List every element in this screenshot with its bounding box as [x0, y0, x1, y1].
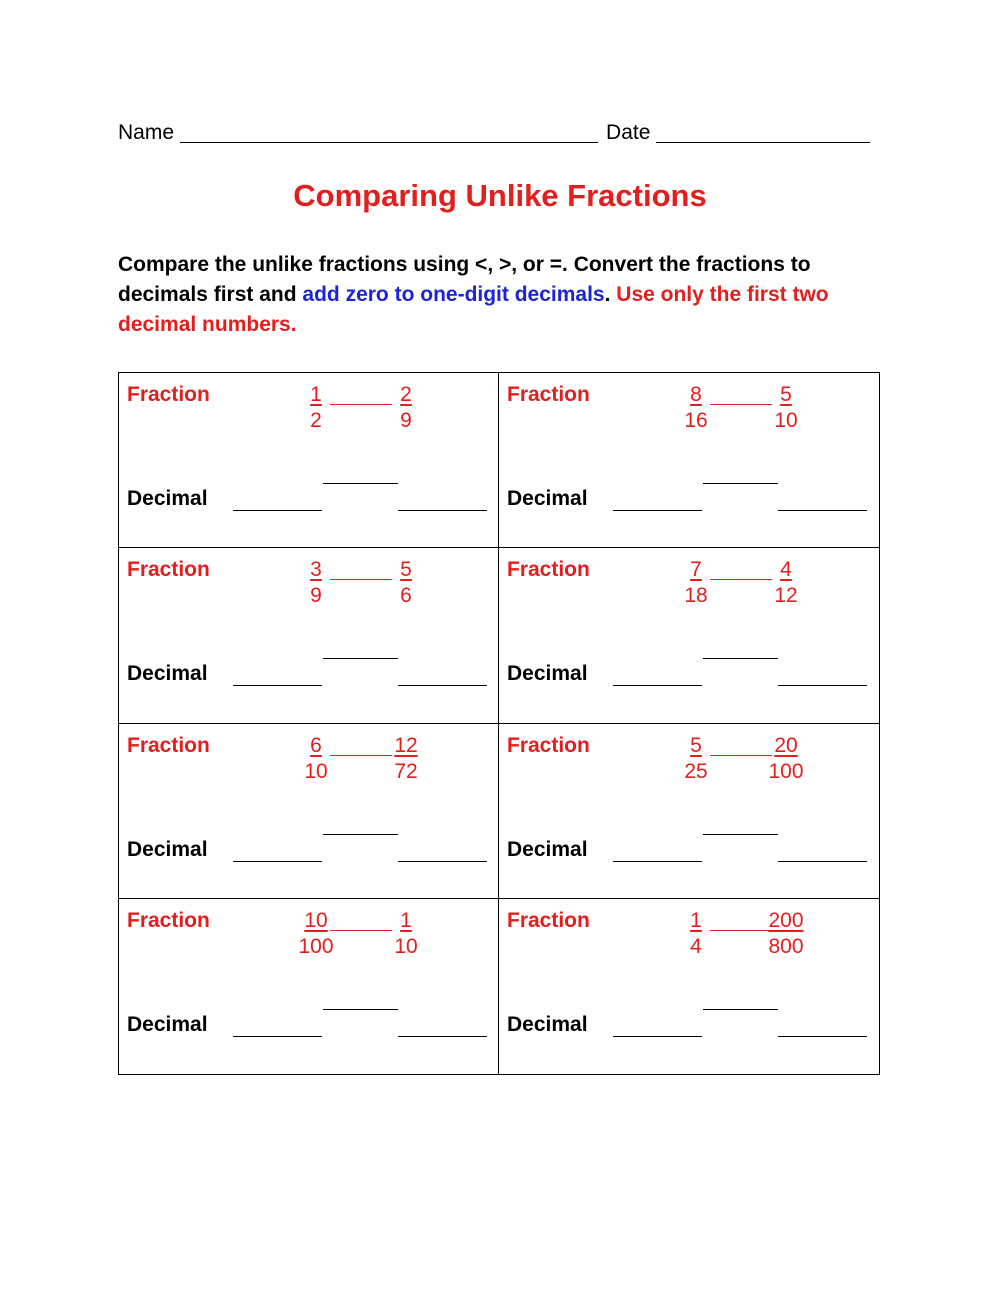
- decimal-label: Decimal: [127, 662, 208, 686]
- right-denominator: 800: [768, 934, 804, 958]
- right-numerator: 2: [400, 383, 412, 406]
- instructions: [118, 250, 888, 340]
- fraction-label: Fraction: [507, 383, 590, 406]
- right-decimal-blank[interactable]: [398, 510, 487, 511]
- left-denominator: 16: [684, 409, 708, 432]
- left-decimal-blank[interactable]: [613, 510, 702, 511]
- left-decimal-blank[interactable]: [613, 861, 702, 862]
- left-denominator: 25: [684, 759, 708, 783]
- right-denominator: 9: [400, 409, 412, 432]
- right-denominator: 100: [768, 759, 804, 783]
- decimal-compare-blank[interactable]: [703, 834, 778, 835]
- left-decimal-blank[interactable]: [233, 510, 322, 511]
- left-numerator: 1: [310, 383, 322, 406]
- problem-cell: [499, 899, 879, 1074]
- right-denominator: 10: [774, 409, 798, 432]
- decimal-label: Decimal: [507, 837, 588, 861]
- problem-cell: [119, 373, 499, 548]
- date-field[interactable]: [656, 122, 870, 143]
- problem-grid: [118, 372, 880, 1075]
- left-denominator: 4: [690, 934, 702, 958]
- decimal-label: Decimal: [127, 1012, 208, 1036]
- right-numerator: 1: [400, 908, 412, 932]
- page-title: Comparing Unlike Fractions: [293, 178, 707, 213]
- right-decimal-blank[interactable]: [398, 861, 487, 862]
- right-denominator: 10: [394, 934, 418, 958]
- decimal-label: Decimal: [507, 1012, 588, 1036]
- decimal-compare-blank[interactable]: [323, 1009, 398, 1010]
- right-numerator: 20: [774, 733, 798, 757]
- decimal-label: Decimal: [507, 487, 588, 510]
- instructions-text: Compare the unlike fractions using <, >, or =. Convert the fractions to decimals first and: [118, 253, 811, 306]
- left-decimal-blank[interactable]: [613, 1036, 702, 1037]
- left-denominator: 100: [298, 934, 334, 958]
- left-numerator: 6: [310, 733, 322, 757]
- fraction-label: Fraction: [507, 558, 590, 582]
- fraction-label: Fraction: [507, 733, 590, 757]
- decimal-label: Decimal: [127, 487, 208, 510]
- right-numerator: 4: [780, 558, 792, 582]
- decimal-compare-blank[interactable]: [703, 1009, 778, 1010]
- left-numerator: 8: [690, 383, 702, 406]
- left-denominator: 18: [684, 584, 708, 608]
- problem-cell: [119, 899, 499, 1074]
- fraction-label: Fraction: [127, 383, 210, 406]
- left-numerator: 10: [304, 908, 328, 932]
- left-denominator: 10: [304, 759, 328, 783]
- instructions-blue-text: add zero to one-digit decimals: [302, 283, 605, 306]
- left-denominator: 2: [310, 409, 322, 432]
- right-denominator: 6: [400, 584, 412, 608]
- name-field[interactable]: [180, 122, 598, 143]
- right-numerator: 5: [400, 558, 412, 582]
- decimal-compare-blank[interactable]: [703, 483, 778, 484]
- decimal-compare-blank[interactable]: [323, 834, 398, 835]
- decimal-compare-blank[interactable]: [703, 658, 778, 659]
- left-decimal-blank[interactable]: [233, 685, 322, 686]
- left-numerator: 5: [690, 733, 702, 757]
- problem-cell: [499, 548, 879, 723]
- left-decimal-blank[interactable]: [613, 685, 702, 686]
- left-numerator: 7: [690, 558, 702, 582]
- instructions-red-text: Use only the first two decimal numbers.: [118, 283, 829, 336]
- header-line: [118, 118, 888, 145]
- right-numerator: 200: [768, 908, 804, 932]
- decimal-label: Decimal: [127, 837, 208, 861]
- fraction-label: Fraction: [127, 908, 210, 932]
- right-decimal-blank[interactable]: [778, 1036, 867, 1037]
- right-decimal-blank[interactable]: [398, 1036, 487, 1037]
- problem-cell: [119, 724, 499, 899]
- fraction-label: Fraction: [127, 733, 210, 757]
- left-decimal-blank[interactable]: [233, 861, 322, 862]
- left-numerator: 1: [690, 908, 702, 932]
- decimal-label: Decimal: [507, 662, 588, 686]
- left-numerator: 3: [310, 558, 322, 582]
- right-decimal-blank[interactable]: [778, 685, 867, 686]
- right-numerator: 12: [394, 733, 418, 757]
- problem-cell: [499, 373, 879, 548]
- right-decimal-blank[interactable]: [778, 861, 867, 862]
- problem-cell: [119, 548, 499, 723]
- left-denominator: 9: [310, 584, 322, 608]
- right-numerator: 5: [780, 383, 792, 406]
- date-label: Date: [606, 121, 651, 144]
- name-label: Name: [118, 121, 175, 144]
- decimal-compare-blank[interactable]: [323, 658, 398, 659]
- left-decimal-blank[interactable]: [233, 1036, 322, 1037]
- right-denominator: 72: [394, 759, 418, 783]
- fraction-label: Fraction: [507, 908, 590, 932]
- instructions-period: .: [604, 283, 617, 306]
- right-decimal-blank[interactable]: [398, 685, 487, 686]
- fraction-label: Fraction: [127, 558, 210, 582]
- decimal-compare-blank[interactable]: [323, 483, 398, 484]
- right-denominator: 12: [774, 584, 798, 608]
- right-decimal-blank[interactable]: [778, 510, 867, 511]
- problem-cell: [499, 724, 879, 899]
